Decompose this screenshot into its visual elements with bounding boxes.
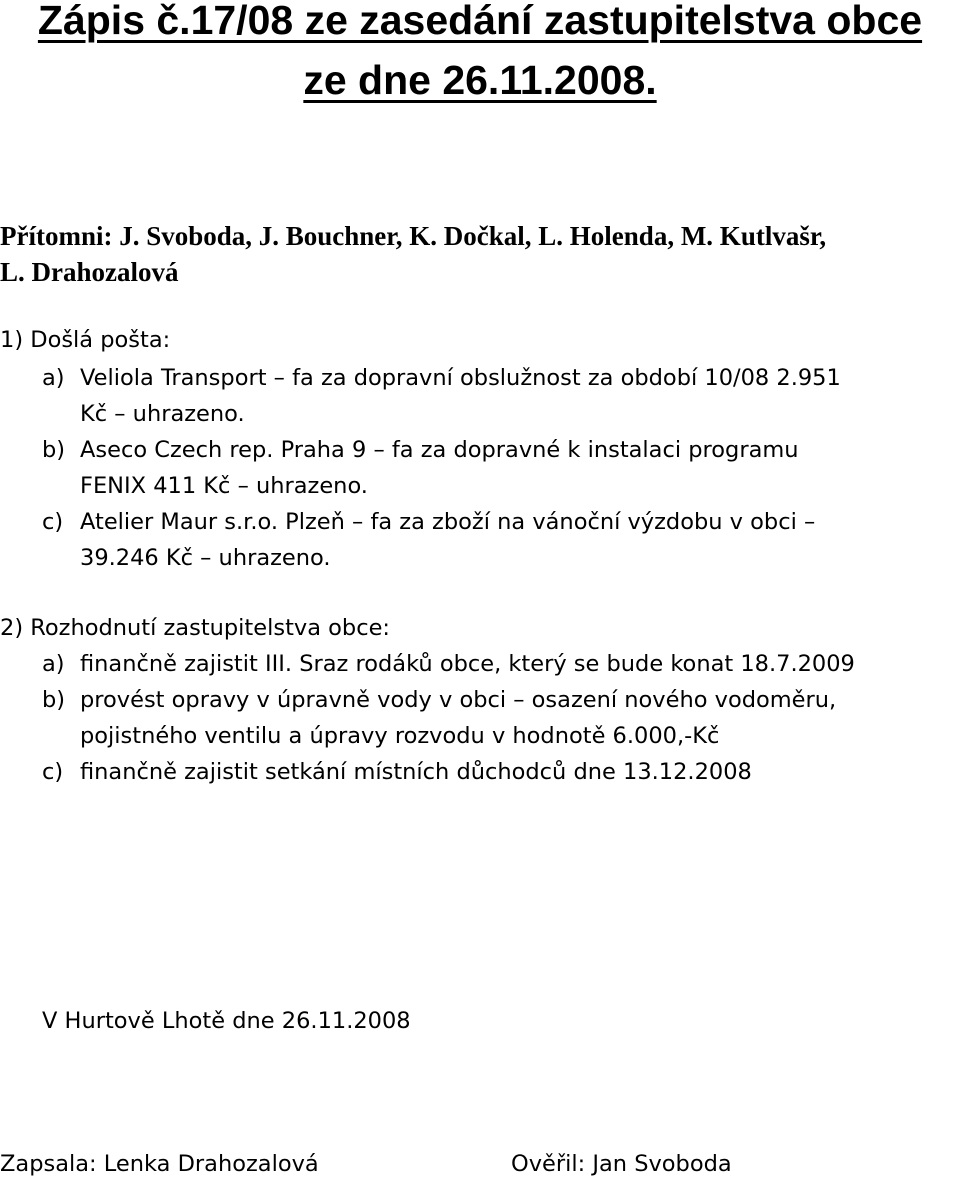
section2-item-a-marker: a) <box>42 651 65 677</box>
section1-item-b-line2: FENIX 411 Kč – uhrazeno. <box>80 473 368 499</box>
section1-heading: 1) Došlá pošta: <box>0 327 171 353</box>
section2-item-b-marker: b) <box>42 687 66 713</box>
recorded-by: Zapsala: Lenka Drahozalová <box>0 1151 319 1177</box>
attendance-line2: L. Drahozalová <box>0 257 179 287</box>
place-and-date: V Hurtově Lhotě dne 26.11.2008 <box>42 1008 411 1034</box>
section1-item-b-line1: Aseco Czech rep. Praha 9 – fa za dopravné k instalaci programu <box>80 437 799 463</box>
section1-item-c-marker: c) <box>42 509 64 535</box>
section2-item-c-marker: c) <box>42 759 64 785</box>
section1-item-a-line2: Kč – uhrazeno. <box>80 401 245 427</box>
section2-item-b-line2: pojistného ventilu a úpravy rozvodu v hodnotě 6.000,-Kč <box>80 723 720 749</box>
attendance-line1: Přítomni: J. Svoboda, J. Bouchner, K. Dočkal, L. Holenda, M. Kutlvašr, <box>0 221 827 251</box>
section2-item-b-line1: provést opravy v úpravně vody v obci – osazení nového vodoměru, <box>80 687 837 713</box>
document-title-line1: Zápis č.17/08 ze zasedání zastupitelstva obce <box>37 0 923 43</box>
document-title-line2: ze dne 26.11.2008. <box>303 57 657 103</box>
verified-by: Ověřil: Jan Svoboda <box>511 1151 732 1177</box>
section2-item-a-line1: finančně zajistit III. Sraz rodáků obce, který se bude konat 18.7.2009 <box>80 651 855 677</box>
section1-item-c-line2: 39.246 Kč – uhrazeno. <box>80 545 331 571</box>
section1-item-c-line1: Atelier Maur s.r.o. Plzeň – fa za zboží na vánoční výzdobu v obci – <box>80 509 816 535</box>
section1-item-b-marker: b) <box>42 437 66 463</box>
section2-heading: 2) Rozhodnutí zastupitelstva obce: <box>0 615 390 641</box>
section1-item-a-marker: a) <box>42 365 65 391</box>
section2-item-c-line1: finančně zajistit setkání místních důchodců dne 13.12.2008 <box>80 759 752 785</box>
section1-item-a-line1: Veliola Transport – fa za dopravní obslužnost za období 10/08 2.951 <box>80 365 841 391</box>
